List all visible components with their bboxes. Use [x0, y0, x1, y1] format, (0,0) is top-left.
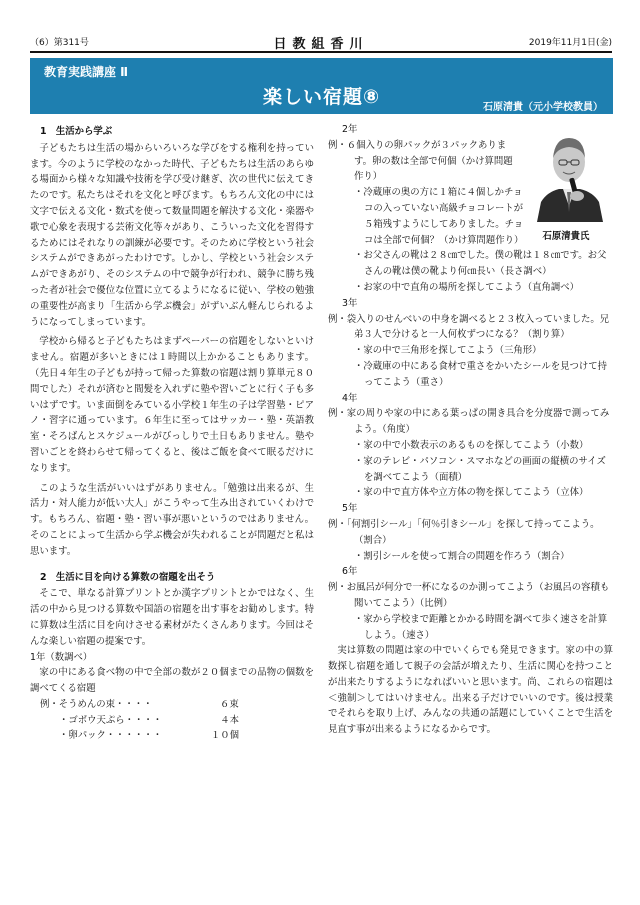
grade-2-heading: 2年 [342, 124, 358, 135]
grade-1-item-count: ４本 [220, 714, 239, 726]
grade-1-heading: 1年（数調べ） [30, 651, 93, 663]
article-banner [30, 58, 613, 114]
closing-paragraph: 実は算数の問題は家の中でいくらでも発見できます。家の中の算数探し宿題を通して親子の会話が増えたり、生活に関心を持つことが出来たりするようになればいいと思います。尚、これらの宿題は＜強制＞してはいけません。出来る子だけでいいのです。後は授業でそれらを取り上げ、みんなの共通の話題にしていくことで生活を見直す事が出来るようになるからです。 [328, 645, 613, 736]
grade-2-example-2: ・冷蔵庫の奥の方に１箱に４個しかチョコの入っていない高級チョコレートが５箱残すようにしてありました。チョコは全部で何個？（かけ算問題作り） [354, 187, 524, 246]
issue-date: 2019年11月1日(金) [528, 38, 612, 48]
grade-2-example-4: ・お家の中で直角の場所を探してこよう（直角調べ） [354, 281, 580, 293]
grade-1-description: 家の中にある食べ物の中で全部の数が２０個までの品物の個数を調べてくる宿題 [30, 667, 314, 695]
grade-5-example-2: ・割引シールを使って割合の問題を作ろう（割合） [354, 550, 570, 562]
masthead-rule [30, 51, 612, 53]
section-2-heading: 2 生活に目を向ける算数の宿題を出そう [40, 571, 216, 583]
grade-5-example-1: 例・「何割引シール」「何％引きシール」を探して持ってこよう。（割合） [328, 518, 600, 546]
grade-1-example-label: 例・ [40, 698, 59, 710]
section-1-paragraph-3: このような生活がいいはずがありません。「勉強は出来るが、生活力・対人能力が低い大人」がこうやって生み出されていくわけです。もちろん、宿題・塾・習い事が悪いというのではありません。そのことによって生活から学ぶ機会が失われることが問題だと私は思います。 [30, 482, 314, 557]
issue-number: （6）第311号 [30, 38, 89, 48]
masthead [30, 33, 612, 52]
grade-4-example-1: 例・家の周りや家の中にある葉っぱの開き具合を分度器で測ってみよう。（角度） [328, 408, 610, 436]
right-column [328, 122, 613, 738]
photo-caption: 石原清貴氏 [542, 231, 590, 242]
grade-4-example-2: ・家の中で小数表示のあるものを探してこよう（小数） [354, 439, 589, 451]
grade-4-example-4: ・家の中で直方体や立方体の物を探してこよう（立体） [354, 487, 589, 499]
grade-2-example-1: 例・６個入りの卵パックが３パックあります。卵の数は全部で何個（かけ算問題作り） [328, 139, 513, 183]
section-1-paragraph-2: 学校から帰ると子どもたちはまずペーパーの宿題をしないといけません。宿題が多いときには１時間以上かかることもあります。（先日４年生の子どもが持って帰った算数の宿題は割り算単元８０問でした）それが済むと間髪を入れずに塾や習いごとに行く子も多いはずです。いま面倒をみている小学校１年生の子は学習塾・ピアノ・習字に通っています。６年生に至ってはサッカー・塾・英語教室・そろばんとスケジュールがびっしりで土日もありません。塾や習いごとを終わらせて帰ってくると、後はご飯を食べて眠るだけになります。 [30, 336, 314, 474]
series-title: 教育実践講座 Ⅱ [44, 65, 129, 79]
paper-name: 日教組香川 [273, 37, 369, 52]
left-column [30, 122, 314, 744]
grade-1-item-count: ６束 [220, 698, 239, 710]
article-title: 楽しい宿題⑧ [262, 86, 381, 108]
section-1-paragraph-1: 子どもたちは生活の場からいろいろな学びをする権利を持っています。今のように学校のなかった時代、子どもたちは生活のあらゆる場面から様々な知識や技術を学び受け継ぎ、次の世代に伝えてきたのです。私たちはそれを文化と呼びます。もちろん文化の中には文字で伝える文化・数式を使って数量問題を解決する文化・楽器や歌で心象を表現する芸術文化等々があり、こういった文化を習得するためにはそれなりの訓練が必要です。そのために学校という社会システムができあがったわけです。しかし、学校という社会システムができあがり、そのシステムの中で競争が行われ、競争に勝ち残った者が社会で優位な位置に立てるようになるに従い、学校の勉強の重要性が高まり「生活から学ぶ機会」がずいぶん軽んじられるようになってしまっています。 [30, 142, 314, 328]
section-2-paragraph-1: そこで、単なる計算プリントとか漢字プリントとかではなく、生活の中から見つける算数や国語の宿題を出す事をお勧めします。特に算数は生活に目を向けさせる素材がたくさんあります。今回はそんな楽しい宿題の提案です。 [30, 588, 314, 647]
grade-6-heading: 6年 [342, 566, 358, 578]
grade-3-example-1: 例・袋入りのせんべいの中身を調べると２３枚入っていました。兄弟３人で分けると一人何枚ずつになる？（割り算） [328, 313, 610, 341]
grade-4-heading: 4年 [342, 392, 358, 404]
grade-6-example-2: ・家から学校まで距離とかかる時間を調べて歩く速さを計算しよう。（速さ） [354, 613, 608, 641]
grade-1-example-row-3 [30, 728, 314, 744]
grade-4-example-3: ・家のテレビ・パソコン・スマホなどの画面の縦横のサイズを調べてこよう（面積） [354, 455, 606, 483]
grade-5-heading: 5年 [342, 503, 358, 515]
grade-1-item-count: １０個 [210, 730, 239, 742]
grade-6-example-1: 例・お風呂が何分で一杯になるのか測ってこよう（お風呂の容積も聞いてこよう）（比例） [328, 582, 610, 609]
grade-1-item-name: ・ゴボウ天ぷら・・・・ [59, 714, 163, 726]
grade-1-item-name: そうめんの束・・・・ [58, 698, 153, 710]
grade-3-example-3: ・冷蔵庫の中にある食材で重さをかいたシールを見つけて持ってこよう（重さ） [354, 360, 607, 388]
section-1-heading: 1 生活から学ぶ [40, 126, 113, 137]
author-byline: 石原清貴（元小学校教員） [483, 102, 603, 113]
grade-1-example-row-2 [30, 713, 314, 729]
grade-3-heading: 3年 [342, 297, 358, 309]
grade-2-example-3: ・お父さんの靴は２８㎝でした。僕の靴は１８㎝です。お父さんの靴は僕の靴より何㎝長い（長さ調べ） [354, 250, 607, 278]
grade-3-example-2: ・家の中で三角形を探してこよう（三角形） [354, 345, 542, 357]
grade-1-item-name: ・卵パック・・・・・・ [59, 730, 163, 742]
grade-1-example-row-1 [30, 697, 314, 713]
